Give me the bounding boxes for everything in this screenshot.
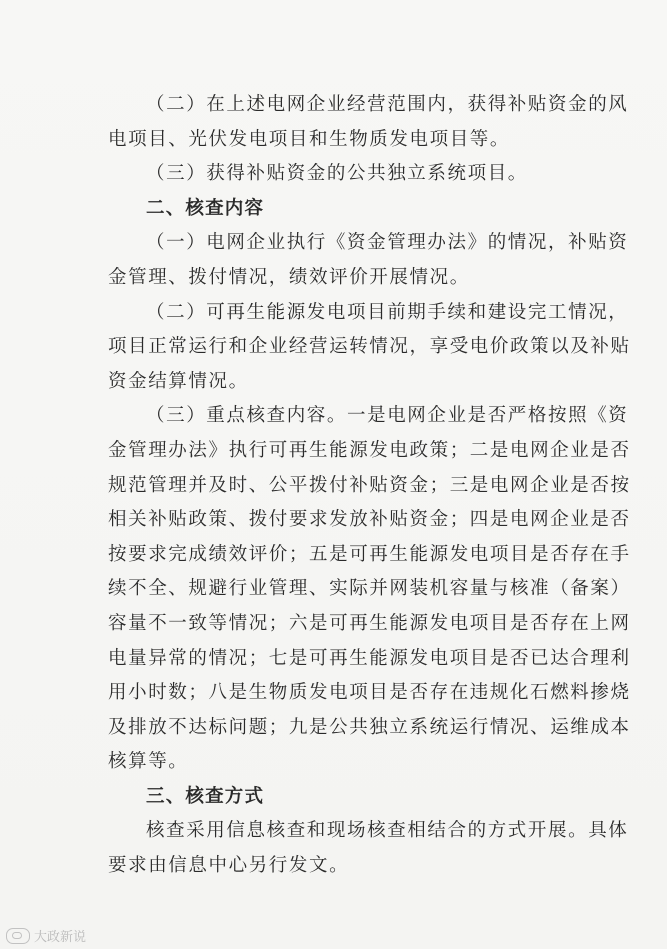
paragraph-line: （二）可再生能源发电项目前期手续和建设完工情况， — [146, 301, 629, 323]
paragraph-line: 要求由信息中心另行发文。 — [108, 855, 350, 877]
paragraph-line: （一）电网企业执行《资金管理办法》的情况，补贴资 — [146, 232, 629, 254]
paragraph-line: 项目正常运行和企业经营运转情况，享受电价政策以及补贴 — [108, 336, 631, 358]
paragraph-line: 电量异常的情况；七是可再生能源发电项目是否已达合理利 — [108, 647, 631, 669]
paragraph-line: 续不全、规避行业管理、实际并网装机容量与核准（备案） — [108, 578, 631, 600]
watermark-text: 大政新说 — [34, 930, 87, 945]
paragraph-line: 相关补贴政策、拨付要求发放补贴资金；四是电网企业是否 — [108, 509, 631, 531]
paragraph-line: 金管理、拨付情况，绩效评价开展情况。 — [108, 266, 470, 288]
paragraph-line: 电项目、光伏发电项目和生物质发电项目等。 — [108, 128, 511, 150]
section-heading: 二、核查内容 — [146, 197, 265, 219]
paragraph-line: 核查采用信息核查和现场核查相结合的方式开展。具体 — [146, 820, 629, 842]
section-heading: 三、核查方式 — [146, 785, 265, 807]
paragraph-line: 核算等。 — [108, 751, 189, 773]
watermark-logo-icon — [6, 928, 30, 944]
paragraph-line: 资金结算情况。 — [108, 370, 249, 392]
document-body — [108, 88, 631, 884]
paragraph-line: 规范管理并及时、公平拨付补贴资金；三是电网企业是否按 — [108, 474, 631, 496]
paragraph-line: （三）重点核查内容。一是电网企业是否严格按照《资 — [146, 405, 629, 427]
paragraph-line: 及排放不达标问题；九是公共独立系统运行情况、运维成本 — [108, 716, 631, 738]
paragraph-line: 用小时数；八是生物质发电项目是否存在违规化石燃料掺烧 — [108, 682, 631, 704]
paragraph-line: 容量不一致等情况；六是可再生能源发电项目是否存在上网 — [108, 612, 631, 634]
watermark — [6, 926, 86, 945]
paragraph-line: （二）在上述电网企业经营范围内，获得补贴资金的风 — [146, 94, 629, 115]
paragraph-line: （三）获得补贴资金的公共独立系统项目。 — [146, 163, 528, 185]
paragraph-line: 按要求完成绩效评价；五是可再生能源发电项目是否存在手 — [108, 543, 631, 565]
paragraph-line: 金管理办法》执行可再生能源发电政策；二是电网企业是否 — [108, 439, 631, 461]
